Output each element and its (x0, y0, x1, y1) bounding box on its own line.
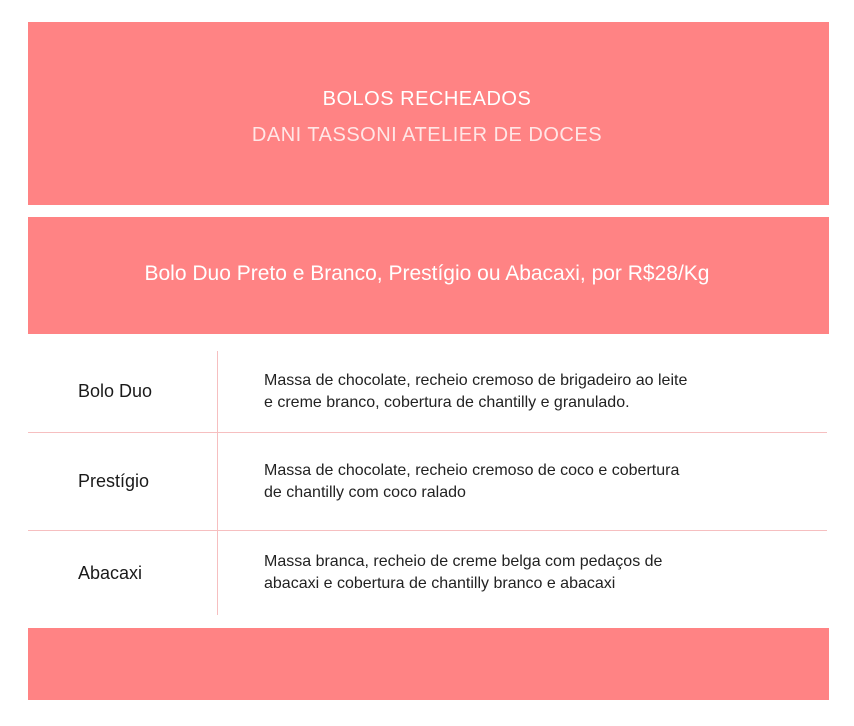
flavor-table (28, 351, 827, 615)
table-row (28, 351, 827, 433)
offer-text: Bolo Duo Preto e Branco, Prestígio ou Abacaxi, por R$28/Kg (144, 262, 710, 285)
footer-banner (28, 628, 829, 700)
flavor-name: Bolo Duo (28, 351, 218, 432)
flavor-description: Massa de chocolate, recheio cremoso de brigadeiro ao leite e creme branco, cobertura de chantilly e granulado. (264, 371, 688, 411)
table-row (28, 433, 827, 531)
page-title: BOLOS RECHEADOS (322, 88, 532, 110)
brand-subtitle: DANI TASSONI ATELIER DE DOCES (251, 124, 603, 146)
flavor-description: Massa branca, recheio de creme belga com pedaços de abacaxi e cobertura de chantilly branco e abacaxi (264, 553, 663, 592)
flavor-name: Prestígio (28, 433, 218, 530)
flavor-description: Massa de chocolate, recheio cremoso de coco e cobertura de chantilly com coco ralado (264, 461, 680, 501)
header-banner (28, 22, 829, 205)
flavor-name: Abacaxi (28, 531, 218, 615)
table-row (28, 531, 827, 615)
